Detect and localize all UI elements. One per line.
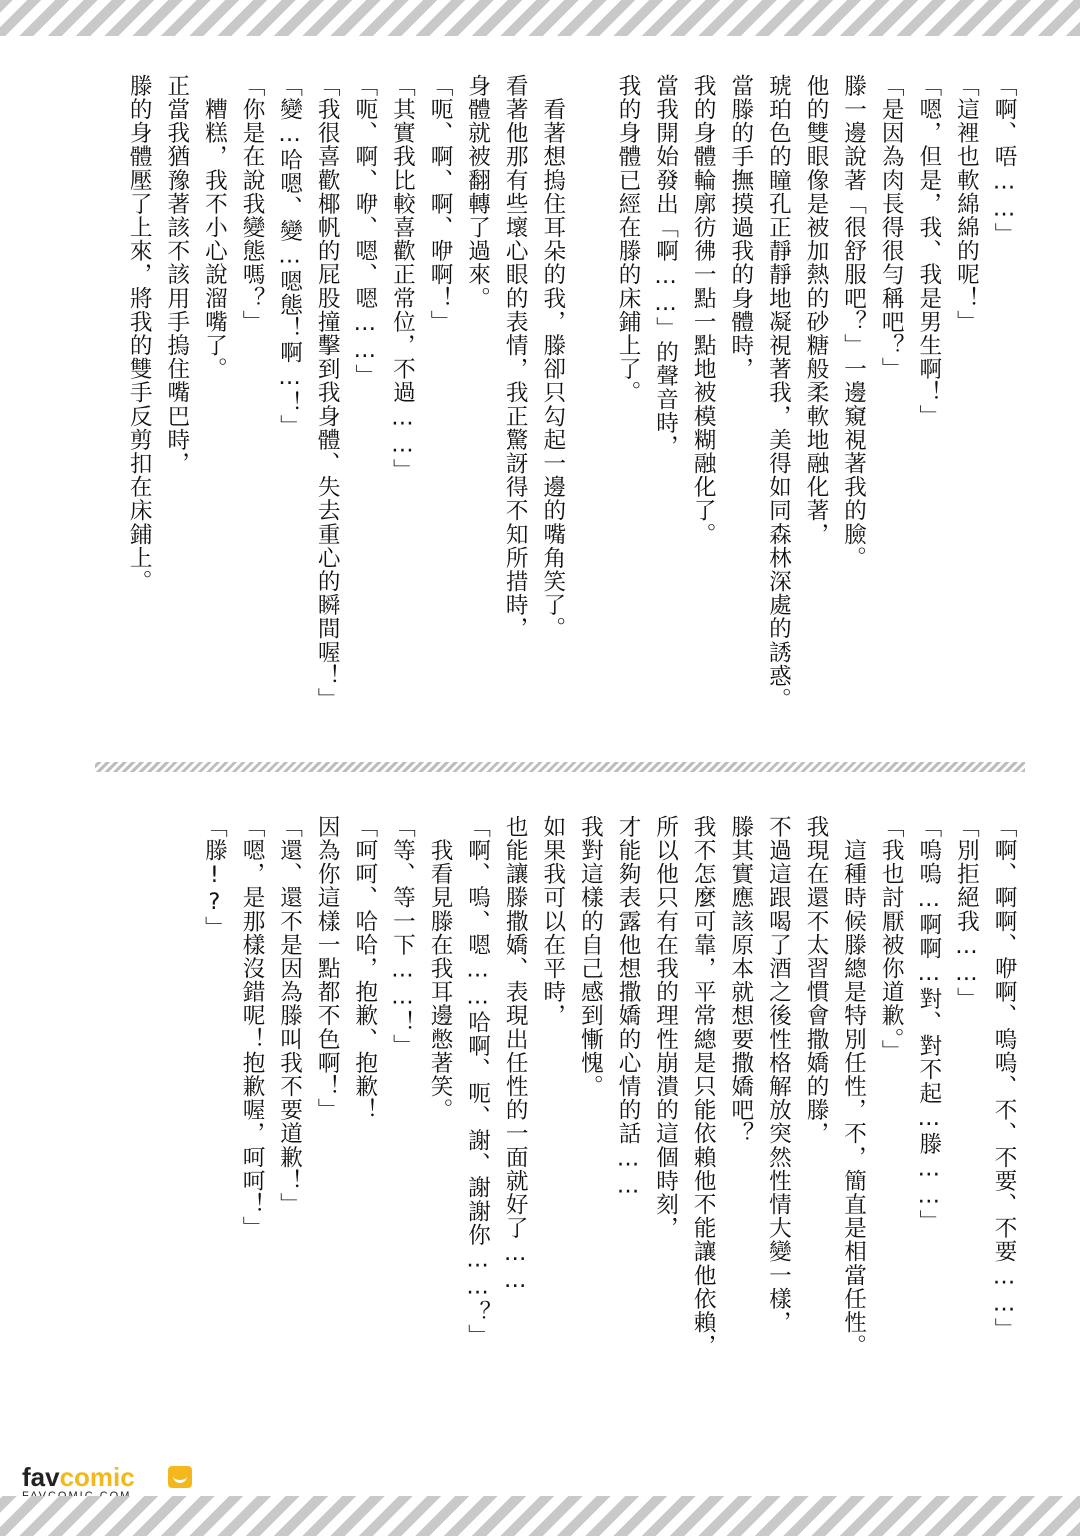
text-column: 當我開始發出「啊……」的聲音時， bbox=[652, 74, 679, 459]
text-column: 「呵呵、哈哈，抱歉、抱歉！ bbox=[351, 815, 378, 1122]
text-column: 滕一邊說著「很舒服吧？」一邊窺視著我的臉。 bbox=[840, 74, 867, 570]
text-column: 我不怎麼可靠，平常總是只能依賴他不能讓他依賴， bbox=[690, 815, 717, 1358]
watermark-brand bbox=[22, 1462, 135, 1493]
watermark-brand-main: fav bbox=[22, 1462, 60, 1492]
text-column: 滕的身體壓了上來，將我的雙手反剪扣在床鋪上。 bbox=[126, 74, 153, 594]
text-column: 「是因為肉長得很勻稱吧？」 bbox=[878, 74, 905, 381]
text-column: 我現在還不太習慣會撒嬌的滕， bbox=[803, 815, 829, 1146]
text-column: 這種時候滕總是特別任性，不，簡直是相當任性。 bbox=[840, 815, 867, 1358]
text-column: 我的身體輪廓彷彿一點一點地被模糊融化了。 bbox=[690, 74, 717, 546]
text-column: 「別拒絕我……」 bbox=[953, 815, 980, 1011]
text-column: 「還、還不是因為滕叫我不要道歉！」 bbox=[276, 815, 303, 1217]
text-column: 「嗯，是那樣沒錯呢！抱歉喔，呵呵！」 bbox=[239, 815, 265, 1240]
text-column: 所以他只有在我的理性崩潰的這個時刻， bbox=[652, 815, 679, 1240]
text-column: 「呃、啊、啊、咿啊！」 bbox=[427, 74, 453, 334]
text-column: 「這裡也軟綿綿的呢！」 bbox=[953, 74, 980, 334]
top-stripe-border bbox=[0, 0, 1080, 36]
text-column: 如果我可以在平時， bbox=[539, 815, 566, 1028]
text-column: 「我也討厭被你道歉。」 bbox=[878, 815, 905, 1064]
text-column: 「嗚嗚…啊啊…對、對不起…滕……」 bbox=[915, 815, 942, 1234]
text-column: 才能夠表露他想撒嬌的心情的話…… bbox=[615, 815, 641, 1200]
text-column: 因為你這樣一點都不色啊！」 bbox=[314, 815, 341, 1122]
text-column: 不過這跟喝了酒之後性格解放突然性情大變一樣， bbox=[765, 815, 792, 1335]
text-column: 「啊、嗚、嗯……哈啊、呃、謝、謝謝你……？」 bbox=[464, 815, 491, 1348]
text-column: 也能讓滕撒嬌、表現出任性的一面就好了…… bbox=[502, 815, 529, 1294]
bottom-stripe-border bbox=[0, 1496, 1080, 1536]
text-column: 當滕的手撫摸過我的身體時， bbox=[727, 74, 754, 381]
text-column: 「啊、啊啊、咿啊、嗚嗚、不、不要、不要……」 bbox=[991, 815, 1017, 1341]
watermark-brand-accent: comic bbox=[59, 1462, 135, 1492]
text-column: 他的雙眼像是被加熱的砂糖般柔軟地融化著， bbox=[803, 74, 829, 546]
text-column: 「滕!?」 bbox=[201, 815, 228, 940]
text-column: 「呃、啊、咿、嗯、嗯……」 bbox=[351, 74, 378, 388]
text-column: 糟糕，我不小心說溜嘴了。 bbox=[201, 74, 228, 381]
section-divider bbox=[95, 762, 1025, 772]
text-column: 我的身體已經在滕的床鋪上了。 bbox=[615, 74, 641, 405]
text-column: 「你是在說我變態嗎？」 bbox=[239, 74, 265, 334]
text-column: 「其實我比較喜歡正常位，不過……」 bbox=[389, 74, 416, 482]
text-column: 「嗯，但是，我、我是男生啊！」 bbox=[915, 74, 942, 428]
text-column: 我看見滕在我耳邊憋著笑。 bbox=[427, 815, 453, 1122]
text-column: 「我很喜歡椰帆的屁股撞擊到我身體、失去重心的瞬間喔！」 bbox=[314, 74, 341, 712]
text-column: 滕其實應該原本就想要撒嬌吧？ bbox=[727, 815, 754, 1146]
smile-face-icon bbox=[168, 1466, 192, 1488]
text-column: 正當我猶豫著該不該用手摀住嘴巴時， bbox=[163, 74, 190, 476]
text-column: 我對這樣的自己感到慚愧。 bbox=[577, 815, 604, 1099]
text-column: 看著他那有些壞心眼的表情，我正驚訝得不知所措時， bbox=[502, 74, 529, 641]
text-column: 「等、等一下……！」 bbox=[389, 815, 416, 1058]
text-column: 看著想摀住耳朵的我，滕卻只勾起一邊的嘴角笑了。 bbox=[539, 74, 566, 641]
text-column: 身體就被翻轉了過來。 bbox=[464, 74, 491, 310]
text-column: 琥珀色的瞳孔正靜靜地凝視著我，美得如同森林深處的誘惑。 bbox=[765, 74, 792, 712]
text-column: 「變…哈嗯、變…嗯態！啊…！」 bbox=[276, 74, 303, 439]
text-column: 「啊、唔……」 bbox=[991, 74, 1017, 246]
